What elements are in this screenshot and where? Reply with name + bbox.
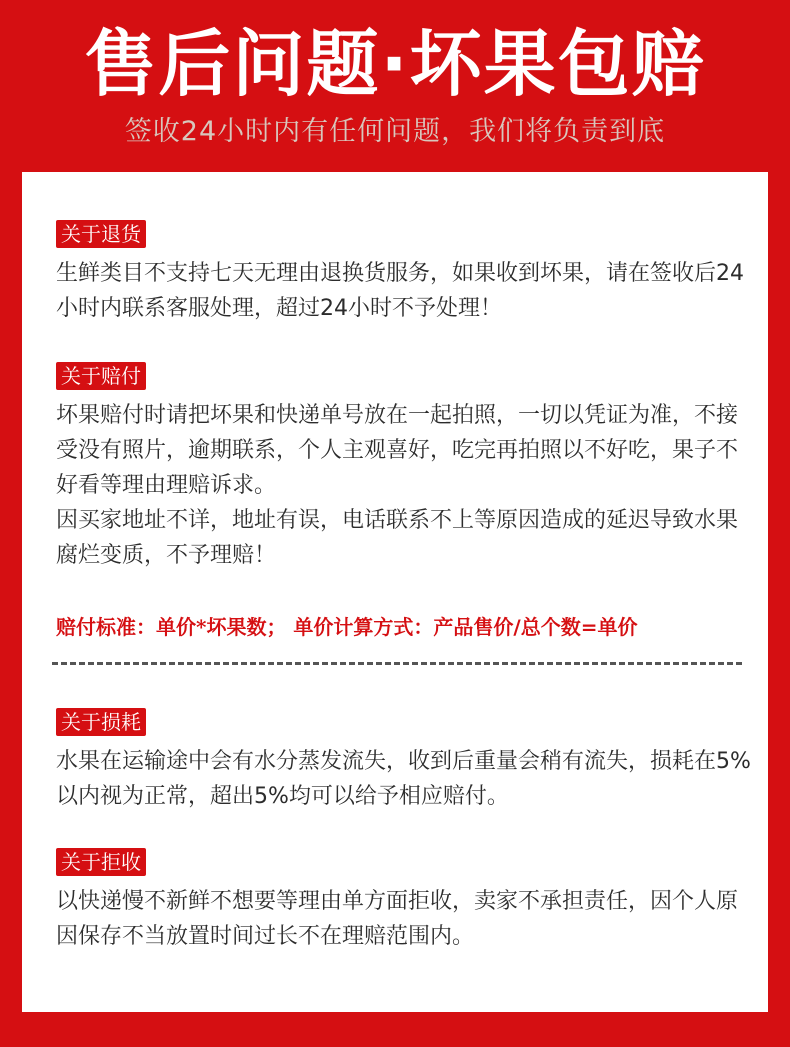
page-subtitle: 签收24小时内有任何问题，我们将负责到底: [124, 116, 666, 147]
section-tag: 关于损耗: [56, 708, 146, 736]
section-body: [56, 744, 756, 814]
section-paragraph: 水果在运输途中会有水分蒸发流失，收到后重量会稍有流失，损耗在5%以内视为正常，超出5%均可以给予相应赔付。: [56, 749, 751, 809]
section-tag: 关于拒收: [56, 848, 146, 876]
dashed-divider: [52, 662, 742, 665]
section-tag: 关于退货: [56, 220, 146, 248]
section-loss: [56, 708, 756, 814]
section-paragraph: 坏果赔付时请把坏果和快递单号放在一起拍照，一切以凭证为准，不接受没有照片，逾期联系，个人主观喜好，吃完再拍照以不好吃，果子不好看等理由理赔诉求。: [56, 403, 739, 498]
section-paragraph: 以快递慢不新鲜不想要等理由单方面拒收，卖家不承担责任，因个人原因保存不当放置时间过长不在理赔范围内。: [56, 889, 739, 949]
section-tag: 关于赔付: [56, 362, 146, 390]
section-body: [56, 398, 756, 573]
section-returns: [56, 220, 756, 326]
compensation-formula: 赔付标准：单价*坏果数； 单价计算方式：产品售价/总个数=单价: [56, 615, 638, 639]
section-paragraph: 因买家地址不详，地址有误，电话联系不上等原因造成的延迟导致水果腐烂变质，不予理赔！: [56, 508, 739, 568]
section-body: [56, 256, 756, 326]
policy-card: [22, 172, 768, 1012]
section-paragraph: 生鲜类目不支持七天无理由退换货服务，如果收到坏果，请在签收后24小时内联系客服处理，超过24小时不予处理！: [56, 261, 744, 321]
section-compensation: [56, 362, 756, 573]
section-body: [56, 884, 756, 954]
page-title: 售后问题·坏果包赔: [84, 22, 706, 106]
section-refusal: [56, 848, 756, 954]
